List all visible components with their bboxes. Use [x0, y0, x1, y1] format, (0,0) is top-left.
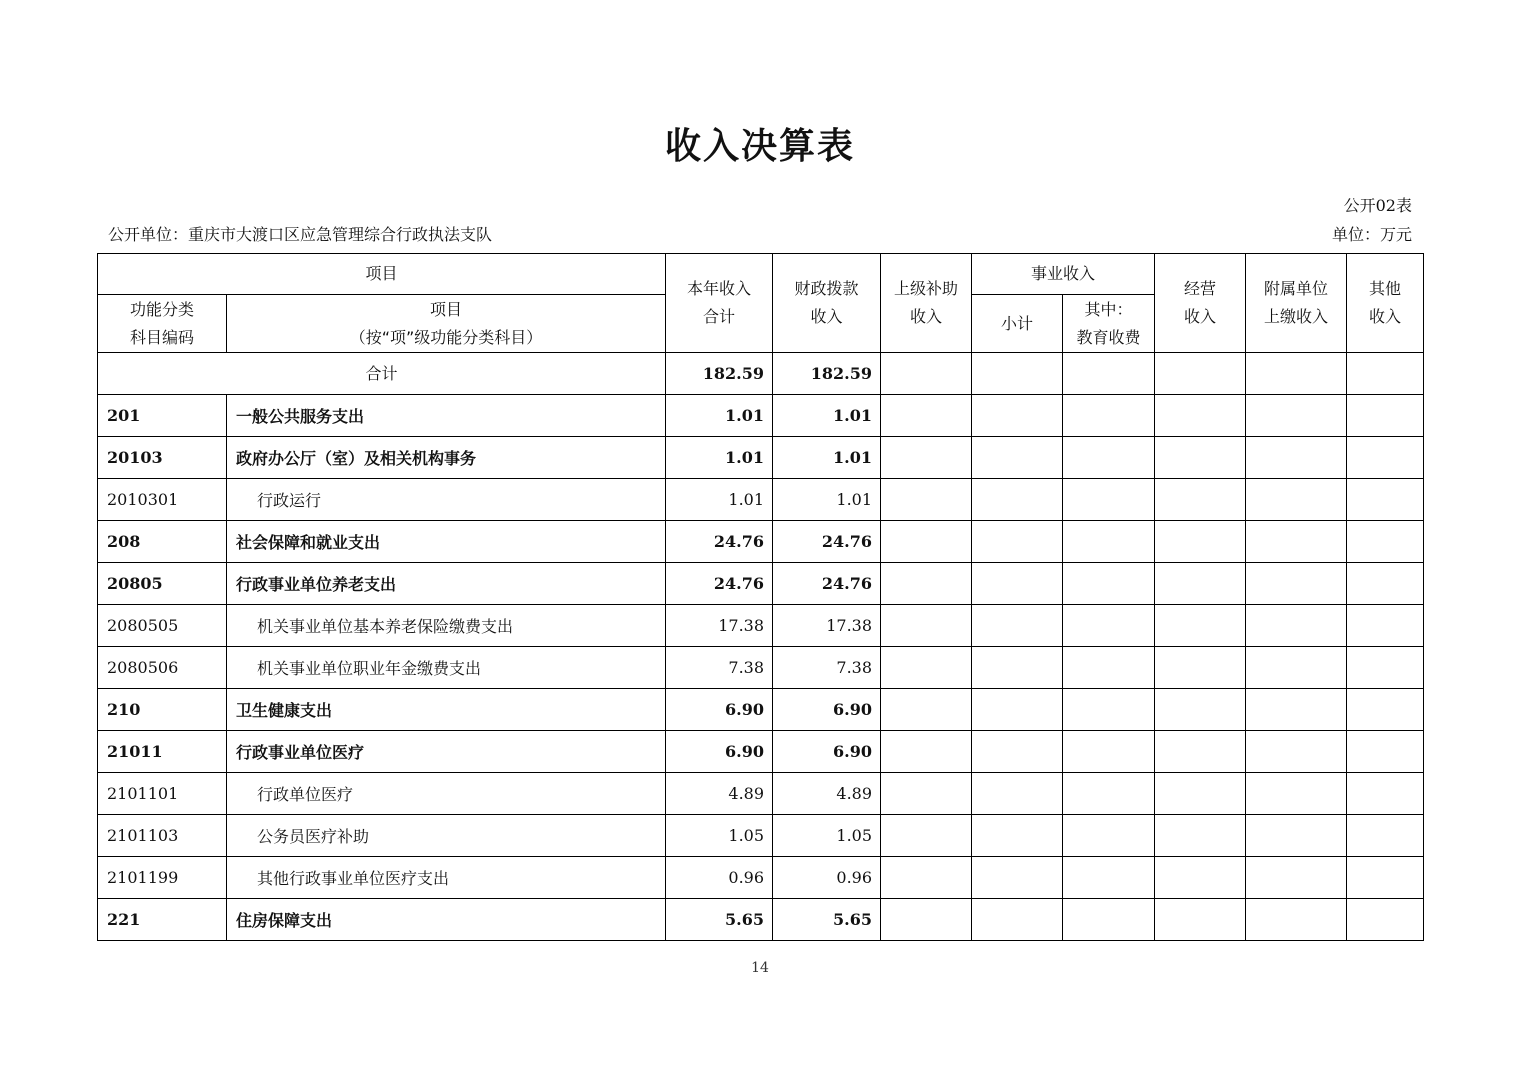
empty-cell [1246, 899, 1347, 941]
row-name: 卫生健康支出 [227, 689, 666, 731]
header-career-income: 事业收入 [972, 254, 1155, 295]
row-code: 210 [98, 689, 227, 731]
empty-cell [972, 773, 1063, 815]
empty-cell [881, 563, 972, 605]
header-other-income: 其他 收入 [1347, 254, 1424, 353]
row-name: 政府办公厅（室）及相关机构事务 [227, 437, 666, 479]
currency-unit: 单位：万元 [1331, 225, 1412, 244]
empty-cell [972, 395, 1063, 437]
empty-cell [1063, 899, 1155, 941]
empty-cell [1246, 521, 1347, 563]
row-total-income: 1.01 [666, 395, 773, 437]
row-name: 行政单位医疗 [227, 773, 666, 815]
table-row [98, 731, 1424, 773]
header-business-income: 经营 收入 [1155, 254, 1246, 353]
row-name: 机关事业单位基本养老保险缴费支出 [227, 605, 666, 647]
empty-cell [881, 899, 972, 941]
row-code: 208 [98, 521, 227, 563]
empty-cell [881, 689, 972, 731]
row-fiscal-income: 1.01 [773, 395, 881, 437]
table-row [98, 395, 1424, 437]
empty-cell [1347, 395, 1424, 437]
row-total-income: 4.89 [666, 773, 773, 815]
total-label: 合计 [98, 353, 666, 395]
row-fiscal-income: 6.90 [773, 689, 881, 731]
header-total-income: 本年收入 合计 [666, 254, 773, 353]
empty-cell [972, 521, 1063, 563]
row-code: 2080505 [98, 605, 227, 647]
empty-cell [881, 857, 972, 899]
row-total-income: 1.01 [666, 437, 773, 479]
empty-cell [1155, 521, 1246, 563]
empty-cell [1347, 731, 1424, 773]
empty-cell [1155, 605, 1246, 647]
empty-cell [972, 899, 1063, 941]
row-code: 221 [98, 899, 227, 941]
empty-cell [1246, 395, 1347, 437]
empty-cell [972, 731, 1063, 773]
empty-cell [972, 689, 1063, 731]
empty-cell [972, 647, 1063, 689]
row-fiscal-income: 4.89 [773, 773, 881, 815]
empty-cell [1155, 437, 1246, 479]
empty-cell [1246, 479, 1347, 521]
page-title: 收入决算表 [664, 126, 855, 167]
header-subtotal: 小计 [972, 295, 1063, 353]
row-code: 21011 [98, 731, 227, 773]
row-fiscal-income: 5.65 [773, 899, 881, 941]
header-code: 功能分类 科目编码 [98, 295, 227, 353]
empty-cell [1063, 521, 1155, 563]
total-row [98, 353, 1424, 395]
row-fiscal-income: 17.38 [773, 605, 881, 647]
row-code: 2010301 [98, 479, 227, 521]
row-code: 2101199 [98, 857, 227, 899]
row-code: 2080506 [98, 647, 227, 689]
row-code: 2101103 [98, 815, 227, 857]
empty-cell [1246, 773, 1347, 815]
empty-cell [1155, 479, 1246, 521]
empty-cell [1155, 857, 1246, 899]
header-project: 项目 [98, 254, 666, 295]
empty-cell [1347, 605, 1424, 647]
row-name: 行政运行 [227, 479, 666, 521]
header-affiliated-income: 附属单位 上缴收入 [1246, 254, 1347, 353]
row-name: 公务员医疗补助 [227, 815, 666, 857]
empty-cell [1155, 647, 1246, 689]
total-income-value: 182.59 [666, 353, 773, 395]
empty-cell [1347, 773, 1424, 815]
row-total-income: 5.65 [666, 899, 773, 941]
row-total-income: 24.76 [666, 521, 773, 563]
row-name: 其他行政事业单位医疗支出 [227, 857, 666, 899]
row-name: 一般公共服务支出 [227, 395, 666, 437]
empty-cell [1347, 899, 1424, 941]
row-fiscal-income: 7.38 [773, 647, 881, 689]
row-fiscal-income: 0.96 [773, 857, 881, 899]
empty-cell [1246, 563, 1347, 605]
empty-cell [1347, 689, 1424, 731]
empty-cell [1063, 773, 1155, 815]
row-total-income: 1.05 [666, 815, 773, 857]
empty-cell [1155, 689, 1246, 731]
table-row [98, 521, 1424, 563]
empty-cell [1347, 521, 1424, 563]
empty-cell [972, 815, 1063, 857]
empty-cell [881, 395, 972, 437]
row-name: 行政事业单位养老支出 [227, 563, 666, 605]
empty-cell [1063, 437, 1155, 479]
empty-cell [1347, 647, 1424, 689]
row-name: 行政事业单位医疗 [227, 731, 666, 773]
empty-cell [1063, 479, 1155, 521]
row-fiscal-income: 1.05 [773, 815, 881, 857]
empty-cell [1063, 395, 1155, 437]
table-row [98, 899, 1424, 941]
row-name: 住房保障支出 [227, 899, 666, 941]
empty-cell [1063, 689, 1155, 731]
empty-cell [881, 437, 972, 479]
row-fiscal-income: 1.01 [773, 479, 881, 521]
row-total-income: 6.90 [666, 689, 773, 731]
empty-cell [1246, 647, 1347, 689]
empty-cell [1063, 731, 1155, 773]
row-total-income: 0.96 [666, 857, 773, 899]
empty-cell [1155, 773, 1246, 815]
header-education-fee: 其中： 教育收费 [1063, 295, 1155, 353]
empty-cell [881, 521, 972, 563]
empty-cell [1155, 563, 1246, 605]
empty-cell [1155, 815, 1246, 857]
empty-cell [972, 605, 1063, 647]
row-total-income: 17.38 [666, 605, 773, 647]
empty-cell [881, 773, 972, 815]
row-total-income: 1.01 [666, 479, 773, 521]
empty-cell [972, 437, 1063, 479]
empty-cell [1347, 479, 1424, 521]
empty-cell [1155, 395, 1246, 437]
table-row [98, 605, 1424, 647]
row-name: 机关事业单位职业年金缴费支出 [227, 647, 666, 689]
empty-cell [1063, 857, 1155, 899]
empty-cell [881, 647, 972, 689]
empty-cell [1063, 647, 1155, 689]
empty-cell [1246, 689, 1347, 731]
row-fiscal-income: 24.76 [773, 563, 881, 605]
row-fiscal-income: 6.90 [773, 731, 881, 773]
row-total-income: 24.76 [666, 563, 773, 605]
row-code: 201 [98, 395, 227, 437]
form-number: 公开02表 [1343, 196, 1412, 215]
empty-cell [881, 731, 972, 773]
header-item: 项目 （按“项”级功能分类科目） [227, 295, 666, 353]
empty-cell [1347, 563, 1424, 605]
table-row [98, 563, 1424, 605]
empty-cell [881, 479, 972, 521]
row-fiscal-income: 24.76 [773, 521, 881, 563]
table-row [98, 437, 1424, 479]
row-code: 20103 [98, 437, 227, 479]
empty-cell [1063, 815, 1155, 857]
row-code: 2101101 [98, 773, 227, 815]
total-fiscal-value: 182.59 [773, 353, 881, 395]
row-name: 社会保障和就业支出 [227, 521, 666, 563]
empty-cell [1347, 815, 1424, 857]
header-upper-subsidy: 上级补助 收入 [881, 254, 972, 353]
empty-cell [1246, 437, 1347, 479]
table-row [98, 479, 1424, 521]
empty-cell [881, 605, 972, 647]
income-settlement-table [97, 253, 1424, 941]
empty-cell [1063, 605, 1155, 647]
empty-cell [1347, 437, 1424, 479]
empty-cell [881, 815, 972, 857]
row-total-income: 7.38 [666, 647, 773, 689]
table-row [98, 815, 1424, 857]
row-fiscal-income: 1.01 [773, 437, 881, 479]
empty-cell [1246, 857, 1347, 899]
empty-cell [1246, 815, 1347, 857]
header-fiscal-income: 财政拨款 收入 [773, 254, 881, 353]
table-row [98, 857, 1424, 899]
empty-cell [1063, 563, 1155, 605]
row-total-income: 6.90 [666, 731, 773, 773]
empty-cell [1246, 605, 1347, 647]
empty-cell [972, 563, 1063, 605]
empty-cell [1155, 731, 1246, 773]
page-number: 14 [751, 960, 769, 976]
empty-cell [972, 857, 1063, 899]
table-row [98, 773, 1424, 815]
table-row [98, 689, 1424, 731]
empty-cell [1155, 899, 1246, 941]
empty-cell [972, 479, 1063, 521]
row-code: 20805 [98, 563, 227, 605]
empty-cell [1246, 731, 1347, 773]
reporting-unit: 公开单位：重庆市大渡口区应急管理综合行政执法支队 [108, 225, 493, 244]
empty-cell [1347, 857, 1424, 899]
table-row [98, 647, 1424, 689]
